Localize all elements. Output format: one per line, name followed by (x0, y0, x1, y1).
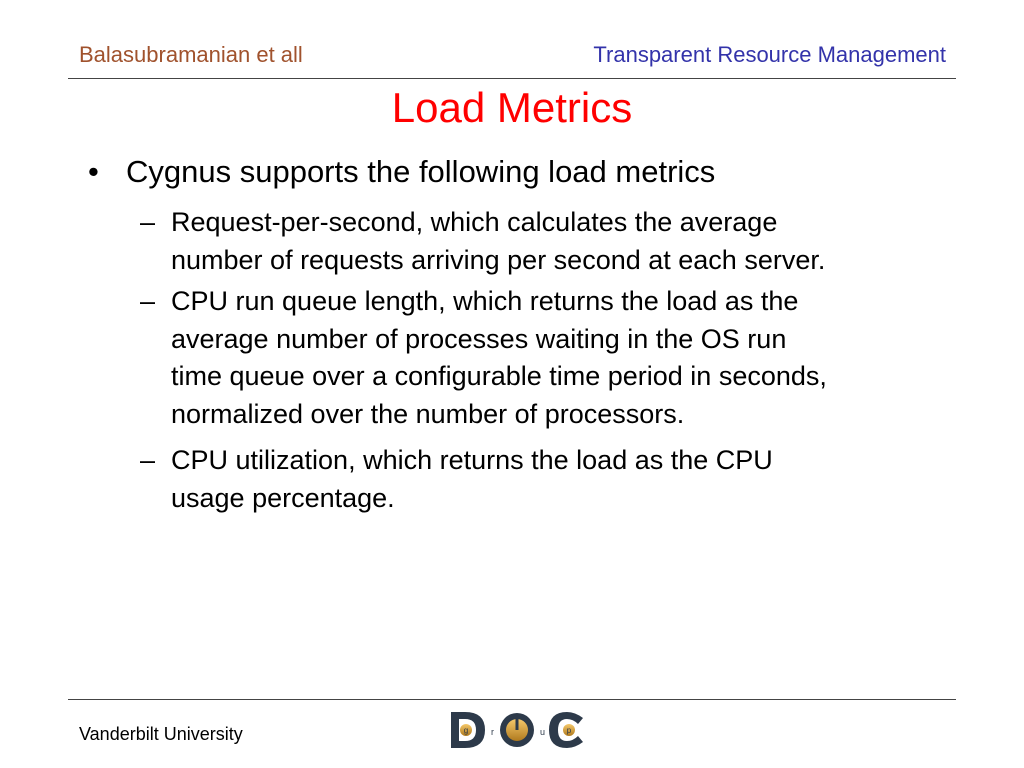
sub-item-text (171, 442, 951, 517)
logo-small-letter: u (540, 727, 546, 737)
slide-title: Load Metrics (391, 84, 633, 131)
sub-item-marker: – (140, 207, 156, 237)
logo-small-letter: g (463, 726, 469, 735)
sub-item-line: average number of processes waiting in the OS run (171, 323, 787, 354)
logo-letter-o (500, 713, 534, 747)
logo-letter-d (451, 712, 485, 748)
logo-letter-c (549, 712, 583, 748)
footer-institution: Vanderbilt University (79, 724, 243, 744)
header-divider (68, 78, 956, 79)
logo-small-letter: p (566, 726, 572, 735)
sub-item-line: Request-per-second, which calculates the average (171, 207, 778, 237)
sub-item-line: CPU run queue length, which returns the load as the (171, 286, 799, 316)
doc-group-logo (447, 708, 587, 752)
sub-item-marker: – (140, 445, 156, 475)
sub-item-line: normalized over the number of processors. (171, 398, 685, 429)
sub-item-marker: – (140, 286, 156, 316)
header-presentation-title: Transparent Resource Management (593, 42, 946, 67)
logo-small-letter: r (491, 727, 494, 737)
bullet-text: Cygnus supports the following load metrics (126, 154, 716, 189)
sub-item-line: time queue over a configurable time period in seconds, (171, 361, 827, 391)
sub-item-line: CPU utilization, which returns the load as the CPU (171, 445, 773, 475)
header-author: Balasubramanian et all (79, 42, 303, 67)
sub-item-text (171, 283, 951, 433)
footer-divider (68, 699, 956, 700)
sub-item-line: number of requests arriving per second at each server. (171, 244, 826, 275)
bullet-marker: • (88, 154, 99, 189)
sub-item-text (171, 204, 951, 279)
sub-item-line: usage percentage. (171, 482, 395, 513)
